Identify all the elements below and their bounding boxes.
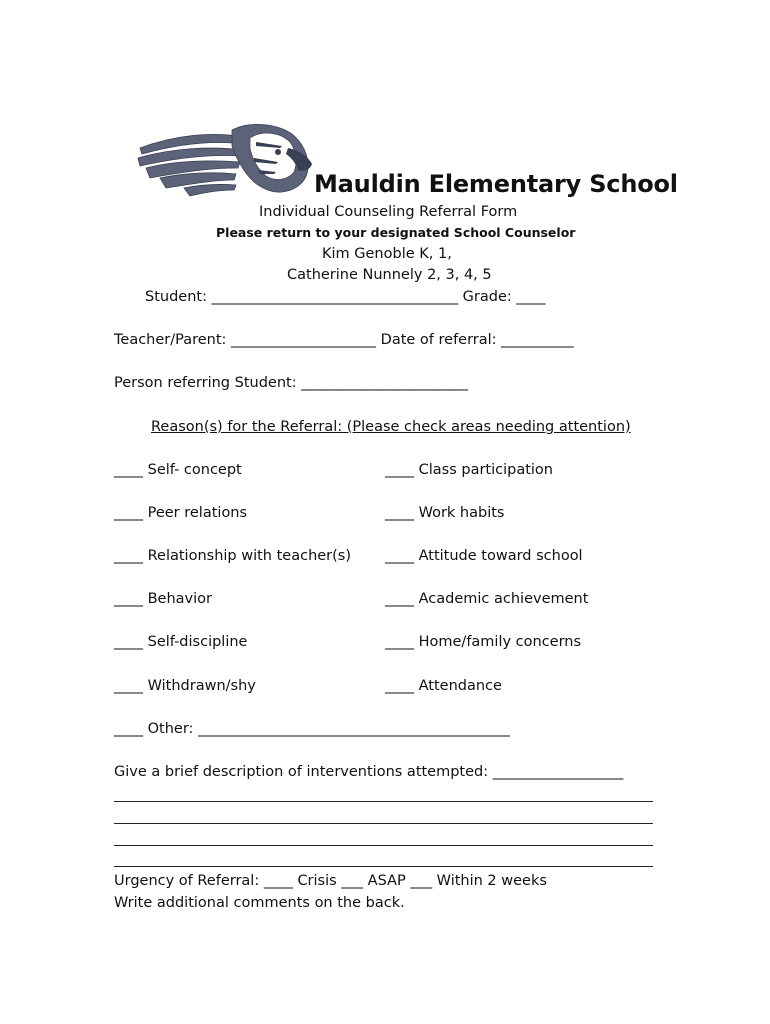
checkbox-withdrawn-shy[interactable]: ____ Withdrawn/shy [114, 678, 256, 694]
checkbox-relationship-with-teachers[interactable]: ____ Relationship with teacher(s) [114, 548, 352, 564]
form-title: Individual Counseling Referral Form [259, 204, 518, 220]
person-referring-field[interactable]: Person referring Student: _______________________ [114, 375, 468, 391]
interventions-line-3[interactable] [114, 845, 653, 846]
urgency-field[interactable]: Urgency of Referral: ____ Crisis ___ ASAP ___ Within 2 weeks [114, 873, 547, 889]
reasons-heading: Reason(s) for the Referral: (Please check areas needing attention) [151, 419, 631, 435]
checkbox-attitude-toward-school[interactable]: ____ Attitude toward school [385, 548, 583, 564]
return-note: Please return to your designated School Counselor [216, 225, 576, 240]
checkbox-other[interactable]: ____ Other: ___________________________________________ [114, 721, 510, 737]
checkbox-self-discipline[interactable]: ____ Self-discipline [114, 634, 248, 650]
student-grade-field[interactable]: Student: __________________________________ Grade: ____ [145, 289, 546, 305]
interventions-line-1[interactable] [114, 801, 653, 802]
counselor-kim-genoble: Kim Genoble K, 1, [322, 246, 452, 262]
checkbox-self-concept[interactable]: ____ Self- concept [114, 462, 242, 478]
checkbox-peer-relations[interactable]: ____ Peer relations [114, 505, 248, 521]
footer-note: Write additional comments on the back. [114, 895, 405, 911]
checkbox-academic-achievement[interactable]: ____ Academic achievement [385, 591, 589, 607]
interventions-prompt[interactable]: Give a brief description of interventions attempted: __________________ [114, 764, 624, 780]
interventions-line-2[interactable] [114, 823, 653, 824]
interventions-line-4[interactable] [114, 866, 653, 867]
checkbox-class-participation[interactable]: ____ Class participation [385, 462, 553, 478]
checkbox-attendance[interactable]: ____ Attendance [385, 678, 502, 694]
counselor-catherine-nunnely: Catherine Nunnely 2, 3, 4, 5 [287, 267, 492, 283]
eagle-logo [132, 118, 317, 198]
teacher-parent-date-field[interactable]: Teacher/Parent: ____________________ Date of referral: __________ [114, 332, 574, 348]
school-name: Mauldin Elementary School [314, 170, 678, 198]
checkbox-home-family-concerns[interactable]: ____ Home/family concerns [385, 634, 582, 650]
checkbox-behavior[interactable]: ____ Behavior [114, 591, 212, 607]
checkbox-work-habits[interactable]: ____ Work habits [385, 505, 505, 521]
